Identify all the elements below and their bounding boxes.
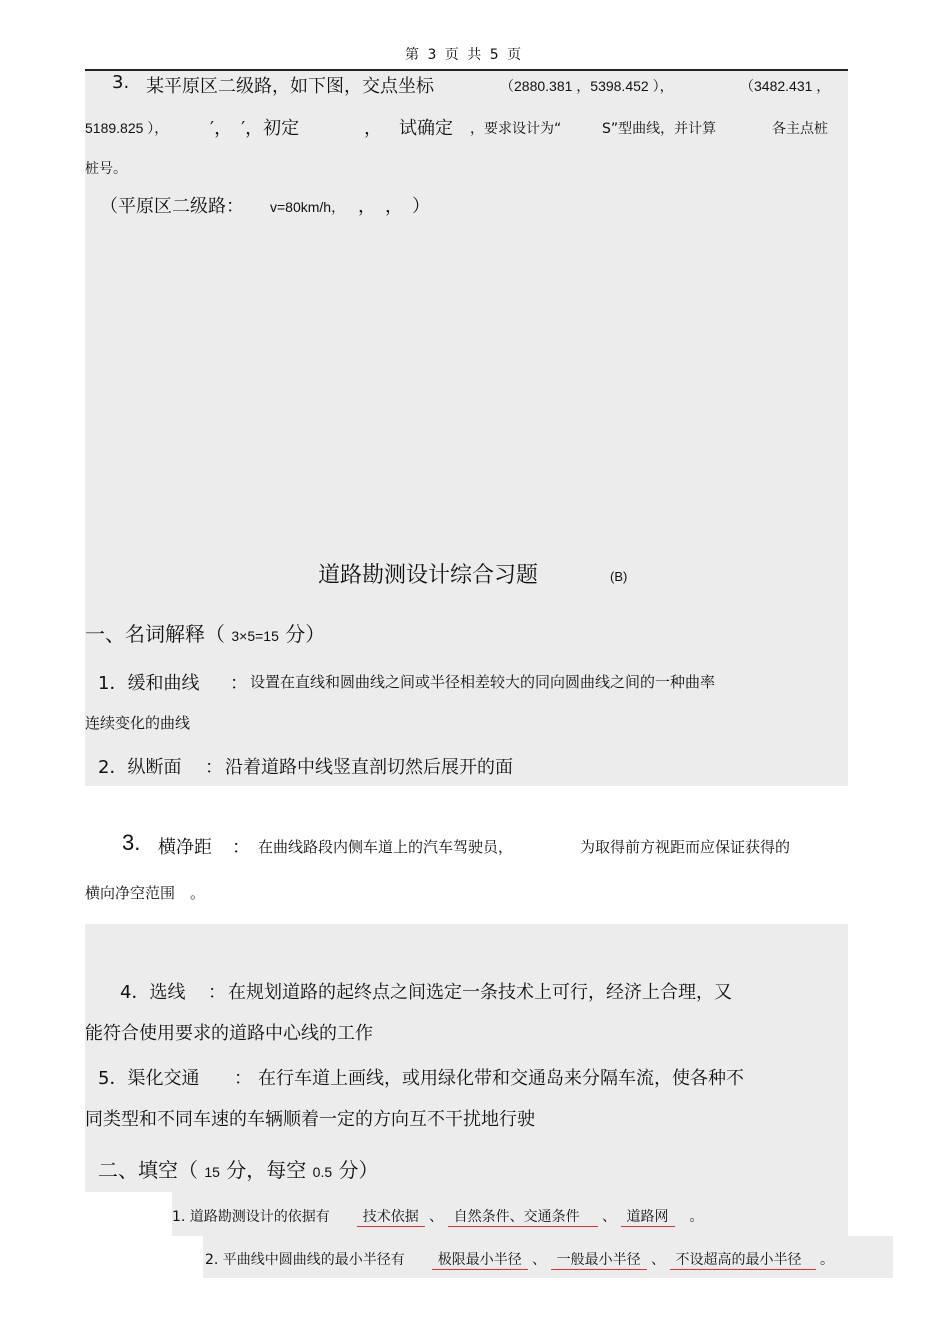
term4-definition-cont: 能符合使用要求的道路中心线的工作 bbox=[85, 1023, 373, 1044]
section1-heading-b: 3×5=15 bbox=[231, 628, 279, 644]
problem3-requirement: ，要求设计为“ bbox=[470, 121, 562, 137]
problem3-speed: v=80km/h， bbox=[270, 199, 346, 215]
fill-q1-end: 。 bbox=[689, 1209, 704, 1225]
fill-q1-answer-1: 技术依据 bbox=[357, 1209, 425, 1227]
section2-heading bbox=[98, 1154, 378, 1183]
term4-sep: ： bbox=[208, 982, 226, 1003]
term2-label: 2．纵断面 bbox=[98, 757, 182, 778]
exercise-title-suffix: (B) bbox=[610, 569, 628, 584]
term4-definition: 在规划道路的起终点之间选定一条技术上可行，经济上合理，又 bbox=[228, 982, 732, 1003]
problem3-coord2-start: （3482.431 ， bbox=[740, 78, 831, 94]
term2-definition: 沿着道路中线竖直剖切然后展开的面 bbox=[225, 757, 513, 778]
problem3-stations: 各主点桩 bbox=[772, 121, 828, 137]
term3-label: 横净距 bbox=[158, 837, 212, 858]
term1-sep: ： bbox=[230, 673, 248, 694]
term1-definition: 设置在直线和圆曲线之间或半径相差较大的同向圆曲线之间的一种曲率 bbox=[250, 673, 716, 691]
fill-q1-sep-2: 、 bbox=[602, 1209, 617, 1225]
problem3-determine: 试确定 bbox=[399, 118, 453, 139]
fill-q2-prefix: 2. 平曲线中圆曲线的最小半径有 bbox=[205, 1252, 405, 1268]
fill-q1-answer-3: 道路网 bbox=[621, 1209, 675, 1227]
fill-q1-prefix: 1. 道路勘测设计的依据有 bbox=[172, 1209, 330, 1225]
header-rule bbox=[85, 69, 848, 71]
problem3-param-rest: ， ， ） bbox=[358, 196, 430, 217]
problem3-comma: ， bbox=[364, 118, 382, 139]
term3-sep: ： bbox=[232, 837, 250, 858]
fill-q2-end: 。 bbox=[819, 1252, 834, 1268]
term3-definition-b: 为取得前方视距而应保证获得的 bbox=[580, 838, 791, 856]
fill-q2-sep-2: 、 bbox=[651, 1252, 666, 1268]
fill-question-2 bbox=[205, 1249, 834, 1269]
problem3-s-curve: S”型曲线，并计算 bbox=[602, 121, 717, 137]
section2-heading-d: 0.5 bbox=[312, 1164, 333, 1180]
problem3-coord2-end: 5189.825 ）， bbox=[85, 120, 169, 136]
section2-heading-c: 分，每空 bbox=[226, 1158, 307, 1182]
term5-definition: 在行车道上画线，或用绿化带和交通岛来分隔车流，使各种不 bbox=[258, 1068, 744, 1089]
term1-label: 1．缓和曲线 bbox=[98, 673, 200, 694]
term4-label: 4．选线 bbox=[120, 982, 186, 1003]
section2-heading-b: 15 bbox=[204, 1164, 220, 1180]
section1-heading-c: 分） bbox=[285, 622, 326, 646]
problem3-param-open: （平原区二级路： bbox=[100, 196, 244, 217]
term1-definition-cont: 连续变化的曲线 bbox=[85, 714, 191, 732]
fill-q1-sep-1: 、 bbox=[429, 1209, 444, 1225]
problem3-number: 3. bbox=[112, 72, 130, 93]
problem3-marks: ′， ′，初定 bbox=[210, 118, 300, 139]
exercise-title: 道路勘测设计综合习题 bbox=[318, 563, 539, 588]
term5-label: 5．渠化交通 bbox=[98, 1068, 200, 1089]
fill-q2-answer-1: 极限最小半径 bbox=[432, 1252, 528, 1270]
term2-sep: ： bbox=[205, 757, 223, 778]
term3-number: 3. bbox=[122, 830, 141, 855]
page-number-header: 第 3 页 共 5 页 bbox=[405, 47, 524, 63]
fill-question-1 bbox=[172, 1206, 703, 1226]
section1-heading bbox=[85, 618, 325, 647]
problem3-line1-text: 某平原区二级路，如下图，交点坐标 bbox=[146, 76, 434, 97]
term3-definition-cont: 横向净空范围 。 bbox=[85, 884, 206, 902]
fill-q2-answer-2: 一般最小半径 bbox=[551, 1252, 647, 1270]
term3-definition-a: 在曲线路段内侧车道上的汽车驾驶员， bbox=[258, 838, 514, 856]
term5-sep: ： bbox=[234, 1068, 252, 1089]
fill-q2-answer-3: 不设超高的最小半径 bbox=[670, 1252, 816, 1270]
lower-gray-panel bbox=[85, 924, 848, 1192]
section2-heading-e: 分） bbox=[338, 1158, 379, 1182]
section2-heading-a: 二、填空（ bbox=[98, 1158, 198, 1182]
term5-definition-cont: 同类型和不同车速的车辆顺着一定的方向互不干扰地行驶 bbox=[85, 1109, 535, 1130]
section1-heading-a: 一、名词解释（ bbox=[85, 622, 225, 646]
problem3-line3: 桩号。 bbox=[85, 161, 127, 177]
fill-q2-sep-1: 、 bbox=[532, 1252, 547, 1268]
fill-q1-answer-2: 自然条件、交通条件 bbox=[448, 1209, 598, 1227]
problem3-coord1: （2880.381 ，5398.452 ）， bbox=[500, 78, 674, 94]
